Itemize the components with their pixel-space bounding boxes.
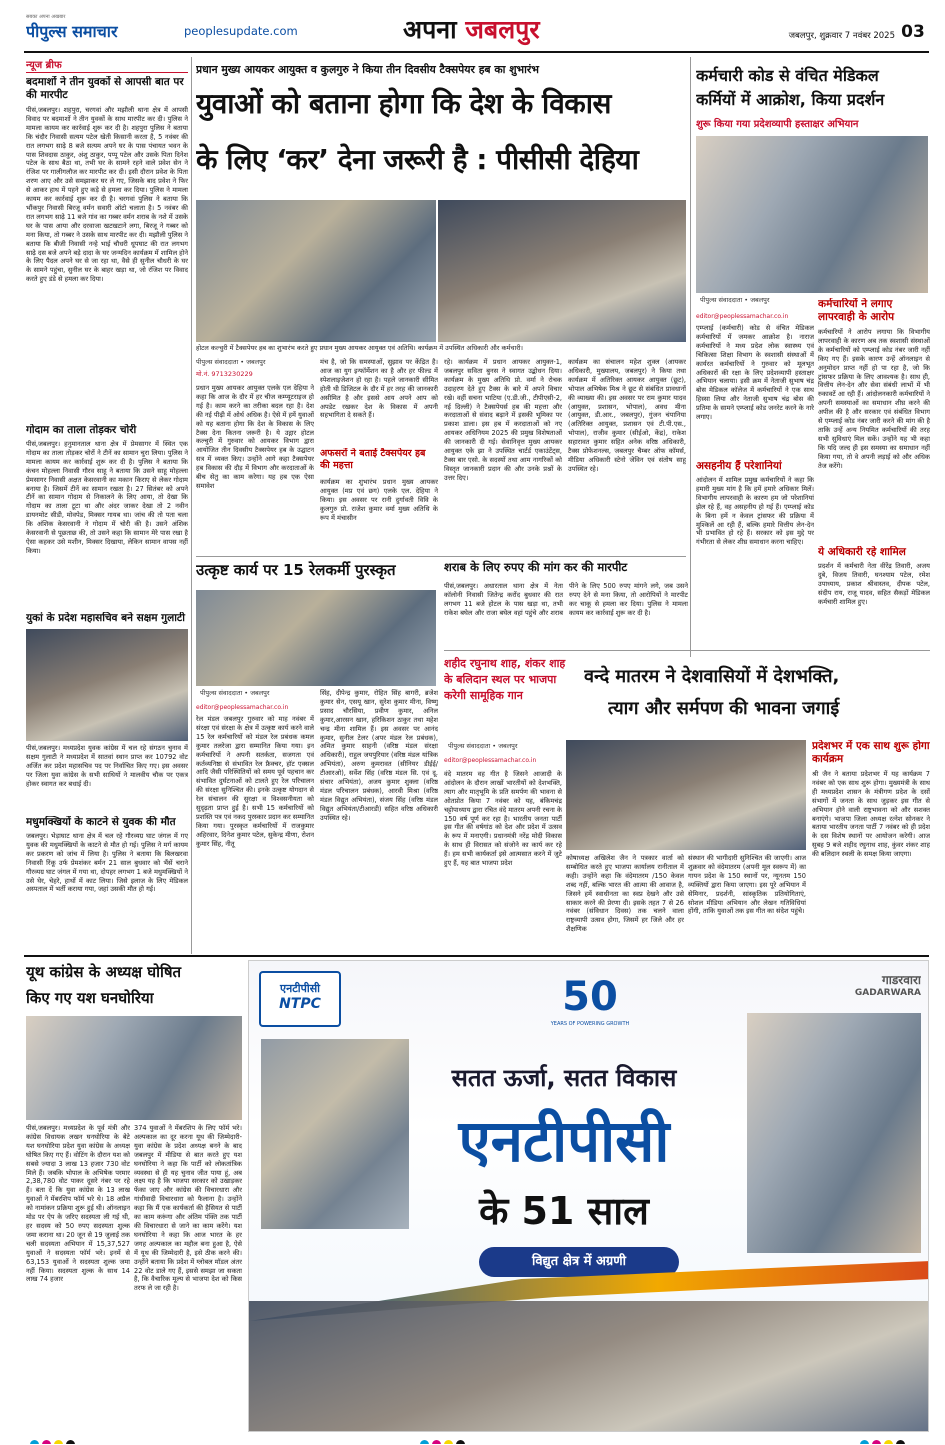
masthead (0, 0, 945, 56)
bjp-byline: पीपुल्स संवाददाता • जबलपुर (448, 742, 518, 750)
emp-sub-c: कर्मचारियों ने लगाए लापरवाही के आरोप (818, 298, 895, 323)
lead-byline: पीपुल्स संवाददाता • जबलपुर (196, 358, 266, 366)
column-divider-left (191, 57, 192, 954)
brief-4-title: मधुमक्खियों के काटने से युवक की मौत (26, 816, 176, 828)
youth-headline-line1: यूथ कांग्रेस के अध्यक्ष घोषित (26, 963, 182, 981)
ntpc-slogan: सतत ऊर्जा, सतत विकास (451, 1064, 677, 1092)
lead-photo-left (196, 200, 436, 342)
registration-marks-left (30, 1434, 130, 1444)
vande-col3: संस्थान की भागीदारी सुनिश्चित की जाएगी। आज शुक्रवार को वंदेमातरम (अपनी मूल स्वरूप में) का गायन प्रदेश के 150 स्थानों पर, न्यूनतम 150 व्यक्तियों द्वारा किया जाएगा। इस पूरे अभियान में सेमिनार, प्रदर्शनी, सांस्कृतिक प्रतियोगिताएं, सोशल मीडिया अभियान और लेखन गतिविधियां होंगी, ताकि युवाओं तक इस गीत का संदेश पहुंचे। (688, 854, 806, 916)
lead-col2-sub: अफसरों ने बताई टैक्सपेयर हब की महत्ता (320, 448, 426, 471)
railway-top-rule (196, 556, 686, 557)
railway-email[interactable]: editor@peoplessamachar.co.in (196, 704, 289, 711)
lead-col2-b: कार्यक्रम का शुभारंभ प्रधान मुख्य आयकर आयुक्त (मप्र एवं छग) एलके एल. देहिया ने किया। इस अवसर पर रानी दुर्गावती विवि के कुलगुरु प्रो. राजेश कुमार वर्मा मुख्य अतिथि के रूप में मंचासीन (320, 478, 438, 522)
youth-headline-line2: किए गए यश घनघोरिया (26, 989, 154, 1007)
vande-sub: प्रदेशभर में एक साथ शुरू होगा कार्यक्रम (812, 740, 930, 765)
ntpc-50-sub: YEARS OF POWERING GROWTH (550, 1021, 630, 1027)
emp-headline-line2: कर्मियों में आक्रोश, किया प्रदर्शन (696, 90, 885, 109)
liquor-body: पीसं,जबलपुर। अधारताल थाना क्षेत्र में नेता कॉलोनी निवासी जितेन्द्र करोंद बुधवार की रात लगभग 11 बजे होटल के पास खड़ा था, तभी राकेश बघेल और राजा बघेल वहां पहुंचे और शराब पीने के लिए 500 रुपए मांगने लगे, जब उसने रुपए देने से मना किया, तो आरोपियों ने मारपीट कर चाकू से हमला कर दिया। पुलिस ने मामला कायम कर कार्रवाई शुरू कर दी है। (444, 582, 688, 617)
vande-headline-line2: त्याग और सर्मपण की भावना जगाई (608, 698, 840, 719)
bjp-headline: शहीद रघुनाथ शाह, शंकर शाह के बलिदान स्थल पर भाजपा करेगी सामूहिक गान (444, 657, 566, 702)
emp-body-a: एम्प्लाई (कर्मचारी) कोड से वंचित मेडिकल कर्मचारियों में जमकर आक्रोश है। नाराज कर्मचारियों ने मध्य प्रदेश लोक स्वास्थ्य एवं चिकित्सा शिक्षा विभाग के स्वशासी संस्थाओं में कार्यरत कर्मचारियों ने गुरुवार को मूलभूत अधिकारों की रक्षा के लिए प्रदेशव्यापी हस्ताक्षर अभियान चलाया। इसी क्रम में नेताजी सुभाष चंद्र बोस मेडिकल कॉलेज में कर्मचारियों ने एक साथ हिस्सा लिया और नेताजी सुभाष चंद्र बोस की प्रतिमा के सामने एम्प्लाई कोड जनरेट करने के नारे लगाए। (696, 324, 814, 422)
brief-1-body: पीसं,जबलपुर। शहपुरा, चरगवां और मझौली थाना क्षेत्र में आपसी विवाद पर बदमाशों ने तीन युवकों के साथ मारपीट कर दी। पुलिस ने मामला कायम कर कार्रवाई शुरू कर दी है। शहपुरा पुलिस ने बताया कि चंदौर निवासी सत्यम पटेल खेती किसानी करता है, 5 नवंबर की रात लगभग साढ़े 8 बजे सत्यम अपने घर के पास पंचायत भवन के पास शिवदास ठाकुर, अंशु ठाकुर, पप्पू पटेल और उसके पिता दिनेश पटेल के साथ बैठा था, तभी घर के सामने रहने वाले प्रवेश सेन ने रंजिश पर गालीगलौज कर मारपीट कर दी। इसी दौरान प्रवेश के पिता शरण आए और उसे समझाकर घर ले गए, जिसके बाद प्रवेश ने फिर से आकर हाथ में पहने हुए कड़े से हमला कर दिया। पुलिस ने मामला कायम कर कार्रवाई शुरू कर दी है। चरगवां पुलिस ने बताया कि भौंकपुर निवासी बिरजू वर्मन सवारी ऑटो चलाता है। 5 नवंबर की रात लगभग साढ़े 11 बजे गांव का गब्बर वर्मन शराब के नशे में उसके घर के पास आया और दरवाजा खटखटाने लगा, बिरजू ने गब्बर को मना किया, तो गब्बर ने उसके साथ मारपीट कर दी। मझौली पुलिस ने बताया कि बीजी निवासी नन्हे भाई चौधरी धूपघाट की रात लगभग साढ़े दस बजे अपने बड़े दादा के घर जन्मदिन कार्यक्रम में शामिल होने के लिए पैदल अपने घर से जा रहा था, वैसे ही सुनील चौधरी के घर के सामने पहुंचा, सुनील घर के बाहर खड़ा था, जो रंजिश पर विवाद करते हुए डंडे से हमला कर दिया। (26, 106, 188, 284)
news-brief-label: न्यूज ब्रीफ (26, 60, 62, 71)
emp-photo (696, 136, 928, 293)
brief-2-body: पीसं,जबलपुर। हनुमानताल थाना क्षेत्र में प्रेमसागर में स्थित एक गोदाम का ताला तोड़कर चोरों ने टीनें का सामान चुरा लिया। पुलिस ने मामला कायम कर कार्रवाई शुरू कर दी है। पुलिस ने बताया कि कंचन मोहल्ला निवासी गौरव साहू ने बताया कि उसने साहू मोहल्ला प्रेमसागर निवासी अक्षत केसरवानी का मकान किराए से लेकर गोदाम बनाया है। जिसमें टीनें का सामान रखता है। 27 सितंबर को अपने टीनें का सामान गोदाम से निकालने के लिए आया, तो देखा कि गोदाम का ताला टूटा था और अंदर जाकर देखा तो 2 नवीन डायनमोट सीडी, मोवपेड, मिक्सर गायब था। जांच की तो पता चला कि अंशिक केसरवानी ने गोदाम में चोरी की है। उसने अंशिक केसरवानी से पूछताछ की, तो उसने कहा कि सामान मेरे पास रखा है ऐसा कहकर उसे मशीन, मिक्सर दिखाया, लेकिन सामान वापस नहीं किया। (26, 440, 188, 555)
brief-3-title: युकां के प्रदेश महासचिव बने सक्षम गुलाटी (26, 612, 185, 624)
youth-photo (26, 1016, 242, 1120)
vande-headline-line1: वन्दे मातरम ने देशवासियों में देशभक्ति, (584, 666, 840, 687)
vande-side: श्री जैन ने बताया प्रदेशभर में यह कार्यक्रम 7 नवंबर को एक साथ शुरू होगा। मुख्यमंत्री के साथ ही मध्यप्रदेश शासन के मंत्रीगण प्रदेश के दसों संभागों में जनता के साथ जुड़कर इस गीत से अभियान होने वाली राष्ट्रभावना को और सशक्त बनाएंगे। भाजपा जिला अध्यक्ष रत्नेश सोनकर ने बताया भारतीय जनता पार्टी 7 नवंबर को ही प्रदेश के दस विशेष स्थानों पर आयोजन करेगी। आज सुबह 9 बजे शहीद रघुनाथ शाह, कुंवर शंकर शाह की बलिदान स्थली के समक्ष किया जाएगा। (812, 770, 930, 859)
vande-col2: कोषाध्यक्ष अखिलेश जैन ने पत्रकार वार्ता को सम्बोधित करते हुए भाजपा कार्यालय रानीताल में कही। उन्होंने कहा कि वंदेमातरम /150 केवल शब्द नहीं, बल्कि भारत की आत्मा की आवाज है, जिसने हमें स्वाधीनता का स्वप्न देखने और उसे साकार करने की प्रेरणा दी। इसके तहत 7 से 26 नवंबर (संविधान दिवस) तक चलने वाला राष्ट्रव्यापी उत्सव होगा, जिसमें हर जिले और हर शैक्षणिक (566, 854, 684, 934)
brand-tagline: सबका अपना अखबार (26, 14, 66, 20)
ntpc-50-number: 50 (562, 974, 618, 1020)
vande-photo (566, 740, 806, 850)
reg-mark-black-r (896, 1440, 905, 1444)
ntpc-collage (747, 1013, 921, 1253)
bjp-top-rule (444, 650, 930, 651)
section-title-jabalpur: जबलपुर (465, 15, 540, 44)
brief-3-photo (26, 629, 188, 741)
bjp-byline-name: पीपुल्स संवाददाता (448, 742, 491, 750)
header-rule (24, 51, 929, 53)
brief-4-body: जबलपुर। भेड़ाघाट थाना क्षेत्र में चल रहे गौरव्यग्र घाट जंगल में गए युवक की मधुमक्खियों के काटने से मौत हो गई। पुलिस ने मर्ग कायम कर प्रकरण को जांच में लिया है। पुलिस ने बताया कि बिलखरवा निवासी रिंकू उर्फ प्रेमशंकर बर्मन 21 साल बुधवार को भैंसें चराने गौरव्यग्र घाट जंगल में गया था, दोपहर लगभग 1 बजे मधुमक्खियों ने उसे घेर, चेहरे, हाथों में काट लिया। जिसे इलाज के लिए मेडिकल अस्पताल में भर्ती कराया गया, जहां उसकी मौत हो गई। (26, 832, 188, 894)
brief-3-body: पीसं,जबलपुर। मध्यप्रदेश युवक कांग्रेस में चल रहे संगठन चुनाव में सक्षम गुलाटी ने मध्यप्रदेश में सातवां स्थान प्राप्त कर 10792 वोट अर्जित कर प्रदेश महासचिव पद पर निर्वाचित किए गए। इस अवसर पर जिला युवा कांग्रेस के सभी साथियों ने मालवीय चौक पर एकत्र होकर स्वागत कर बधाई दी। (26, 744, 188, 788)
railway-byline-city: जबलपुर (250, 689, 270, 697)
reg-mark-magenta (42, 1440, 51, 1444)
site-link[interactable]: peoplesupdate.com (184, 24, 298, 38)
reg-mark-black-c (456, 1440, 465, 1444)
vande-col1: वंदे मातरम वह गीत है जिसने आजादी के आंदोलन के दौरान लाखों भारतीयों को देशभक्ति, त्याग और मातृभूमि के प्रति समर्पण की भावना से ओतप्रोत किया 7 नवंबर को यह, बंकिमचंद्र चट्टोपाध्याय द्वारा रचित वंदे मातरम अपनी रचना के 150 वर्ष पूर्ण कर रहा है। भारतीय जनता पार्टी इस गीत की वर्षगांठ को देश और प्रदेश में उत्सव के रूप में मनाएगी। प्रधानमंत्री नरेंद्र मोदी विकास के साथ ही विरासत को संजोने का कार्य कर रहे हैं। हम सभी कार्यकर्ता इसे आत्मसात करने में जुटे हुए हैं, यह बात भाजपा प्रदेश (444, 770, 562, 868)
youth-col1: पीसं,जबलपुर। मध्यप्रदेश के पूर्व मंत्री और कांग्रेस विधायक लखन घनघोरिया के बेटे यश घनघोरिया प्रदेश युवा कांग्रेस के अध्यक्ष घोषित किए गए हैं। वोटिंग के दौरान यश को सबसे ज्यादा 3 लाख 13 हजार 730 वोट मिले हैं। जबकि भोपाल के अभिषेक परमार 2,38,780 वोट पाकर दूसरे नंबर पर रहे हैं। बता दें कि युवा कांग्रेस के 13 लाख युवाओं ने मेंबरशिप फॉर्म भरे थे। 18 अप्रैल को नामांकन प्रक्रिया शुरू हुई थी। ऑनलाइन मोड पर ऐप के जरिए सदस्यता ली गई थी, हर सदस्य को 50 रुपए सदस्यता शुल्क जमा कराना था। 20 जून से 19 जुलाई तक चली सदस्यता अभियान में 15,37,527 युवाओं ने सदस्यता फॉर्म भरे। इनमें से 63,153 युवाओं ने सदस्यता शुल्क जमा नहीं किया। सदस्यता शुल्क के साथ 14 लाख 74 हजार (26, 1124, 130, 1284)
bottom-rule (24, 955, 929, 957)
lead-photo-caption: होटल कल्चुरी में टैक्सपेयर हब का शुभारंभ करते हुए प्रधान मुख्य आयकर आयुक्त एवं अतिथि। कार्यक्रम में उपस्थित अधिकारी और कर्मचारी। (196, 344, 524, 352)
youth-col2: 374 युवाओं ने मेंबरशिप के लिए फॉर्म भरे। अल्पकाल का दूर करना यूथ की जिम्मेदारी-युवा कांग्रेस के प्रदेश अध्यक्ष बनने के बाद जबलपुर में मीडिया से बात करते हुए यश घनघोरिया ने कहा कि पार्टी को लोकतांत्रिक व्यवस्था से ही यह चुनाव जीत पाया हूं, अब लक्ष्य यह है कि भाजपा सरकार को उखाड़कर फेंका जाए और कांग्रेस की विचारधारा और गांधीवादी विचारधारा को फैलाना है। उन्होंने कहा कि मैं एक कार्यकर्ता की हैसियत से पार्टी का काम करूंगा और अंतिम पंक्ति तक पार्टी की विचारधारा से जाने का काम करेंगे। यश घनघोरिया ने कहा कि आज भारत के हर जगह अल्पकाल का महौल बना हुआ है, ऐसे में यूथ की जिम्मेदारी है, इसे ठीक करने की। उन्होंने बताया कि प्रदेश में ग्लोबल मॉडल अंतर 22 वोट डाले गए हैं, इससे समझा जा सकता है, कि वैचारिक मूल्य से भाजपा देश को किस तरफ ले जा रही है। (134, 1124, 242, 1293)
railway-byline-name: पीपुल्स संवाददाता (200, 689, 243, 697)
ntpc-big-title: एनटीपीसी (458, 1107, 670, 1175)
ntpc-50-logo (545, 973, 635, 1037)
reg-mark-cyan-c (420, 1440, 429, 1444)
lead-kicker: प्रधान मुख्य आयकर आयुक्त व कुलगुरु ने किया तीन दिवसीय टैक्सपेयर हब का शुभारंभ (196, 63, 539, 76)
emp-byline-name: पीपुल्स संवाददाता (700, 296, 743, 304)
lead-col3: रहे। कार्यक्रम में प्रधान आयकर आयुक्त-1, जबलपुर सविता बुनस ने स्वागत उद्बोधन दिया। कार्यक्रम के मुख्य अतिथि प्रो. वर्मा ने रोचक उदाहरण देते हुए टैक्स के बारे में अपने विचार रखे। वहीं सचना भाटिया (ए.डी.जी., टीपीएसी-2, नई दिल्ली) ने टैक्सपेयर्स हब की महत्ता और करदाताओं से संवाद बढ़ाने में इसकी भूमिका पर प्रकाश डाला। इस हब में करदाताओं को नए आयकर अधिनियम 2025 की प्रमुख विशेषताओं की जानकारी दी गई। सेवानिवृत्त मुख्य आयकर आयुक्त एके झा ने उपस्थित चार्टर्ड एकाउंटेंट्स, टैक्स बार एसो. के सदस्यों तथा आम नागरिकों को विस्तृत जानकारी प्रदान की और उनके प्रश्नों के उत्तर दिए। (444, 358, 562, 482)
reg-mark-yellow-c (444, 1440, 453, 1444)
reg-mark-cyan (30, 1440, 39, 1444)
ntpc-years: के 51 साल (479, 1189, 649, 1233)
ntpc-logo (259, 971, 341, 1027)
registration-marks-right (860, 1434, 940, 1444)
ntpc-place-hindi: गाडरवारा (882, 973, 921, 987)
section-title-apna: अपना (403, 15, 457, 44)
reg-mark-magenta-r (872, 1440, 881, 1444)
emp-kicker: शुरू किया गया प्रदेशव्यापी हस्ताक्षर अभियान (696, 119, 859, 130)
brand-logo (26, 20, 176, 42)
ntpc-place (749, 971, 921, 1011)
page-number: 03 (901, 22, 925, 42)
lead-byline-name: पीपुल्स संवाददाता (196, 358, 239, 366)
reg-mark-magenta-c (432, 1440, 441, 1444)
lead-photo-right (438, 200, 686, 342)
reg-mark-black (66, 1440, 75, 1444)
railway-col2: सिंह, दीपेन्द्र कुमार, रोहित सिंह बागरी, ब्रजेश कुमार सेन, एसयू खान, सुरेश कुमार मीना, विष्णु प्रसाद चौरसिया, प्रवीण कुमार, अनिल कुमार,आरसन खान, हरिकिशन ठाकुर तथा महेश चन्द्र मीना शामिल हैं। इस अवसर पर आनंद कुमार, सुनील टेलर (अपर मंडल रेल प्रबंधक), अमित कुमार साहनी (वरिष्ठ मंडल संरक्षा अधिकारी), राहुल जयपुरियार (वरिष्ठ मंडल यांत्रिक अभियंता), अरुण कुमरावत (सीनियर डीईई/टीआरओ), सर्वेश सिंह (वरिष्ठ मंडल सि. एवं दू. संचार अभियंता), अजय कुमार शुक्ला (वरिष्ठ मंडल परिचालन प्रबंधक), आरवी मिश्रा (वरिष्ठ मंडल विद्युत अभियंता), संजय सिंह (वरिष्ठ मंडल विद्युत अभियंता/टीआरडी) सहित वरिष्ठ अधिकारी उपस्थित रहे। (320, 689, 438, 822)
ntpc-ad[interactable] (248, 960, 929, 1432)
lead-byline-city: जबलपुर (246, 358, 266, 366)
reg-mark-cyan-r (860, 1440, 869, 1444)
ntpc-plant-photo (249, 1301, 929, 1432)
ntpc-place-eng: GADARWARA (854, 988, 921, 998)
lead-col2: मंच है, जो कि समस्याओं, सुझाव पर केंद्रित है। आज का युग इन्फॉर्मेशन का है और हर फील्ड में स्पेशलाइजेशन हो रहा है। पहले जानकारी सीमित होती थी डिजिटल के दौर में हर तरह की जानकारी असीमित है और इससे आय अपने आप को अपडेट रखकर देश के विकास में अपनी सहभागिता दे सकते हैं। (320, 358, 438, 420)
lead-headline-line2: के लिए ‘कर’ देना जरूरी है : पीसीसी देहिया (196, 143, 639, 176)
reg-mark-yellow (54, 1440, 63, 1444)
railway-col1: रेल मंडल जबलपुर गुरुवार को माह नवंबर में संरक्षा एवं संरक्षा के क्षेत्र में उत्कृष्ट कार्य करने वाले 15 रेल कर्मचारियों को मंडल रेल प्रबंधक कमल कुमार तलरेजा द्वारा सम्मानित किया गया। इन कर्मचारियों ने अपनी सतर्कता, सजगता एवं कर्तव्यनिष्ठा से संभावित रेल फ्रैक्चर, हॉट एक्सल आदि जैसी परिस्थितियों को समय पूर्व पहचान कर संभावित दुर्घटनाओं को टालते हुए रेल परिचालन की संरक्षा सुनिश्चित की। इनके उत्कृष्ट योगदान से रेल संचालन की सुरक्षा व विश्वसनीयता को सुदृढ़ता प्राप्त हुई है। सभी 15 कर्मचारियों को प्रशस्ति पत्र एवं नकद पुरस्कार प्रदान कर सम्मानित किया गया। पुरस्कृत कर्मचारियों में राजकुमार अहिरवार, दिनेश कुमार पटेल, सुकेन्द्र मीणा, रोशन कुमार सिंह, नीतू (196, 715, 314, 848)
emp-sub-b: असहनीय हैं परेशानियां (696, 460, 782, 472)
reg-mark-yellow-r (884, 1440, 893, 1444)
railway-byline: पीपुल्स संवाददाता • जबलपुर (200, 689, 270, 697)
brand-name: पीपुल्स समाचार (26, 22, 118, 41)
emp-headline-line1: कर्मचारी कोड से वंचित मेडिकल (696, 66, 879, 85)
emp-body-c: कर्मचारियों ने आरोप लगाया कि विभागीय लापरवाही के कारण अब तक स्वशासी संस्थाओं के कर्मचारियों को एम्प्लाई कोड नंबर जारी नहीं किए गए हैं। इसके कारण उन्हें ऑनलाइन से अनुमोदन प्राप्त नहीं हो पा रहा है, जो कि ट्रांसफर प्रक्रिया के लिए आवश्यक है। साथ ही, वित्तीय लेन-देन और सेवा संबंधी लाभों में भी रुकावटें आ रही हैं। आंदोलनकारी कर्मचारियों ने अपनी समस्याओं का समाधान शीघ्र करने की अपील की है और सरकार एवं संबंधित विभाग से एम्प्लाई कोड नंबर जारी करने की मांग की है ताकि उन्हें अन्य नियमित कर्मचारियों की तरह सभी सुविधाएं मिल सकें। उन्होंने यह भी कहा कि यदि जल्द ही इस समस्या का समाधान नहीं किया गया, तो वे अपनी लड़ाई को और अधिक तेज करेंगे। (818, 328, 930, 470)
lead-mobile: मो.नं. 9713230229 (196, 370, 253, 378)
liquor-headline: शराब के लिए रुपए की मांग कर की मारपीट (444, 560, 628, 574)
emp-byline: पीपुल्स संवाददाता • जबलपुर (700, 296, 770, 304)
lead-headline-line1: युवाओं को बताना होगा कि देश के विकास (196, 87, 611, 120)
registration-marks-center (420, 1434, 520, 1444)
ntpc-logo-hindi: एनटीपीसी (280, 982, 320, 995)
brief-1-title: बदमाशों ने तीन युवकों से आपसी बात पर की मारपीट (26, 76, 184, 101)
lead-col4: कार्यक्रम का संचालन महेश शुक्ल (आयकर अधिकारी, मुख्यालय, जबलपुर) ने किया तथा कार्यक्रम में अतिरिक्त आयकर आयुक्त (छूट), भोपाल अभिषेक मिश्र ने छूट से संबंधित प्रावधानों की व्याख्या की। इस अवसर पर राम कुमार यादव (आयुक्त, प्रशासन, भोपाल), अवध मीना (आयुक्त, डी.आर., जबलपुर), गुंजन चंपानिया (अतिरिक्त आयुक्त, प्रशासन एवं टी.पी.एस., भोपाल), राजीव कुमार (सीईओ, केंद्र), राकेश सहारावत कुमार सहित अनेक वरिष्ठ अधिकारी, टैक्स प्रोफेशनल्स, जबलपुर चैम्बर ऑफ कॉमर्स, मीडिया अधिकारी स्टेनो जेविन एवं संतोष साहू उपस्थित रहे। (568, 358, 686, 473)
emp-sub-d: ये अधिकारी रहे शामिल (818, 546, 906, 558)
brief-2-title: गोदाम का ताला तोड़कर चोरी (26, 424, 137, 436)
emp-body-d: प्रदर्शन में कर्मचारी नेता वीरेंद्र तिवारी, अजय दुबे, विजय तिवारी, घनश्याम पटेल, रमेश उपाध्याय, प्रकाश श्रीवास्तव, दीपक पटेल, संदीप राय, राजू यादव, सहित सैकड़ों मेडिकल कर्मचारी शामिल हुए। (818, 562, 930, 606)
bjp-email[interactable]: editor@peoplessamachar.co.in (444, 757, 537, 764)
railway-photo (196, 590, 436, 686)
emp-byline-city: जबलपुर (750, 296, 770, 304)
column-divider-right (690, 57, 691, 657)
section-title (403, 14, 603, 48)
emp-body-b: आंदोलन में शामिल प्रमुख कर्मचारियों ने कहा कि हमारी मुख्य मांग है कि हमें हमारे अधिकार मिलें। विभागीय लापरवाही के कारण हम जो परेशानियां झेल रहे हैं, वह असहनीय हो गई हैं। एम्प्लाई कोड के बिना हमें न केवल ट्रांसफर की प्रक्रिया में मुश्किलें आ रही हैं, बल्कि हमारे वित्तीय लेन-देन भी प्रभावित हो रहे हैं। सरकार को इस मुद्दे पर गंभीरता से लेकर शीघ्र समाधान करना चाहिए। (696, 476, 814, 547)
emp-email[interactable]: editor@peoplessamachar.co.in (696, 313, 789, 320)
news-brief-rule (26, 72, 188, 73)
ntpc-ribbon: विद्युत क्षेत्र में अग्रणी (479, 1247, 679, 1277)
railway-headline: उत्कृष्ट कार्य पर 15 रेलकर्मी पुरस्कृत (196, 561, 396, 579)
bjp-byline-city: जबलपुर (498, 742, 518, 750)
ntpc-logo-eng: NTPC (279, 996, 321, 1012)
dateline: जबलपुर, शुक्रवार 7 नवंबर 2025 (788, 31, 895, 41)
lead-col1: प्रधान मुख्य आयकर आयुक्त एलके एल देहिया ने कहा कि आज के दौर में हर चीज कम्प्यूटराइज हो गई है। काम करने का तरीका बदल रहा है। देश की नई पीढ़ी में ओर्थ अधिक है। ऐसे में हमें युवाओं को यह बताना होगा कि देश के विकास के लिए टैक्स देना कितना जरूरी है। ये उद्गार होटल कल्चुरी में गुरुवार को आयकर विभाग द्वारा आयोजित तीन दिवसीय टैक्सपेयर हब के उद्घाटन सत्र में व्यक्त किए। उन्होंने आगे कहा टैक्सपेयर हब विकास की दौड़ में विभाग और करदाताओं के बीच सेतु का काम करेगा। यह हब एक ऐसा समावेश (196, 384, 314, 490)
